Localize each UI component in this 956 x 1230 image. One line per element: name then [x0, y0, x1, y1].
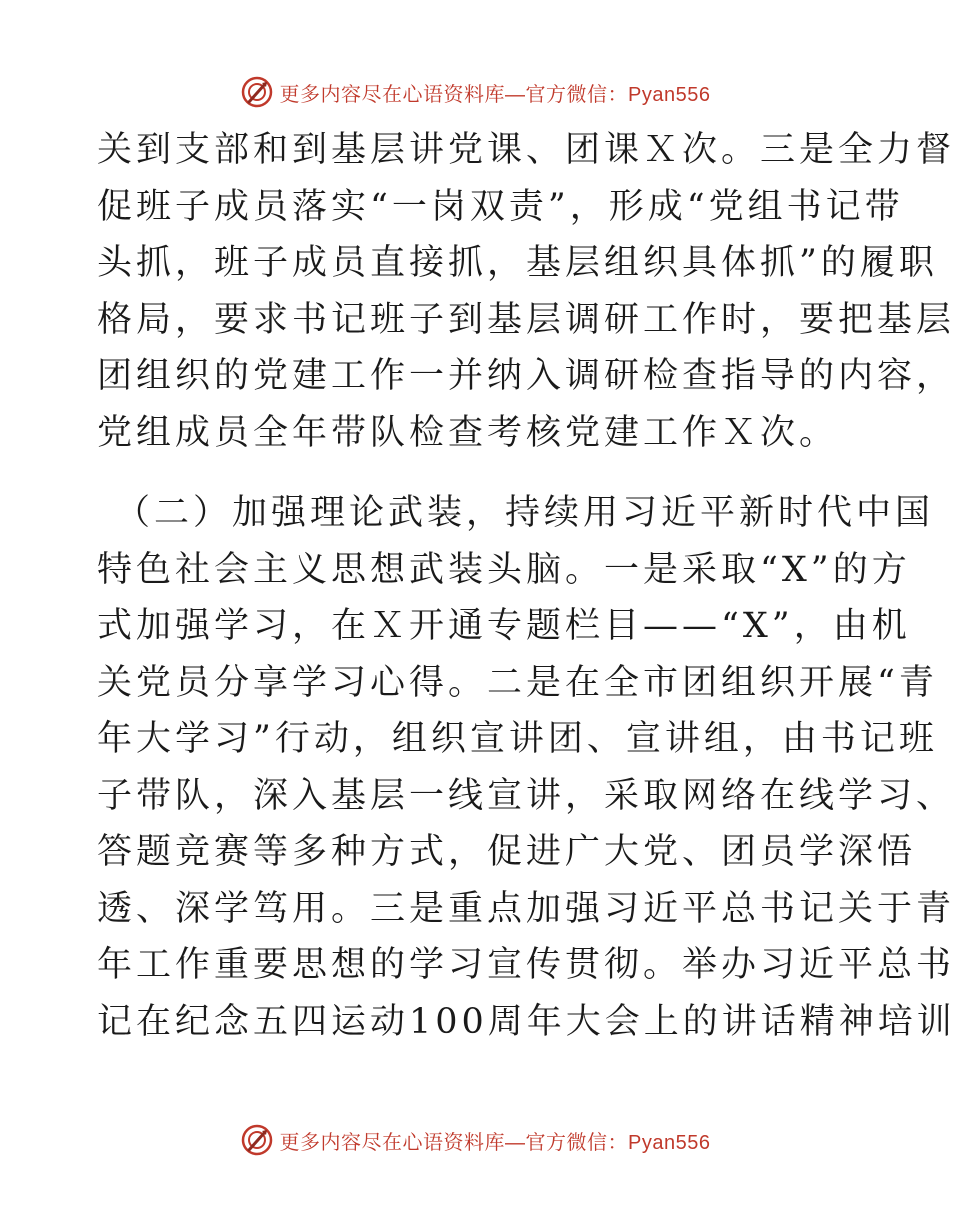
text-line: 格局，要求书记班子到基层调研工作时，要把基层	[97, 299, 956, 340]
text-line: 式加强学习，在Ｘ开通专题栏目——“X”，由机	[97, 606, 911, 646]
text-line: 年大学习”行动，组织宣讲团、宣讲组，由书记班	[97, 719, 938, 759]
paragraph-1	[97, 122, 956, 461]
watermark-text: 更多内容尽在心语资料库—官方微信：Pyan556	[279, 1131, 711, 1154]
section-heading-line: （二）加强理论武装，持续用习近平新时代中国	[115, 493, 935, 533]
brand-logo-icon	[240, 1123, 274, 1157]
text-line: 关到支部和到基层讲党课、团课Ｘ次。三是全力督	[97, 130, 956, 170]
text-line: 头抓，班子成员直接抓，基层组织具体抓”的履职	[97, 243, 938, 283]
text-line: 透、深学笃用。三是重点加强习近平总书记关于青	[97, 888, 956, 929]
document-body	[97, 122, 956, 1050]
watermark-text: 更多内容尽在心语资料库—官方微信：Pyan556	[279, 83, 711, 106]
paragraph-2	[97, 485, 956, 1050]
text-line: 促班子成员落实“一岗双责”，形成“党组书记带	[97, 186, 904, 227]
paragraph-spacer	[97, 461, 857, 485]
watermark-header	[0, 72, 950, 112]
text-line: 团组织的党建工作一并纳入调研检查指导的内容，	[97, 356, 956, 396]
watermark-footer	[0, 1120, 950, 1160]
text-line: 记在纪念五四运动100周年大会上的讲话精神培训	[97, 1001, 956, 1042]
text-line: 特色社会主义思想武装头脑。一是采取“X”的方	[97, 549, 911, 590]
brand-logo-icon	[240, 75, 274, 109]
text-line: 党组成员全年带队检查考核党建工作Ｘ次。	[97, 412, 839, 453]
text-line: 子带队，深入基层一线宣讲，采取网络在线学习、	[97, 775, 956, 816]
text-line: 答题竞赛等多种方式，促进广大党、团员学深悟	[97, 832, 917, 872]
text-line: 关党员分享学习心得。二是在全市团组织开展“青	[97, 662, 938, 703]
text-line: 年工作重要思想的学习宣传贯彻。举办习近平总书	[97, 945, 956, 985]
